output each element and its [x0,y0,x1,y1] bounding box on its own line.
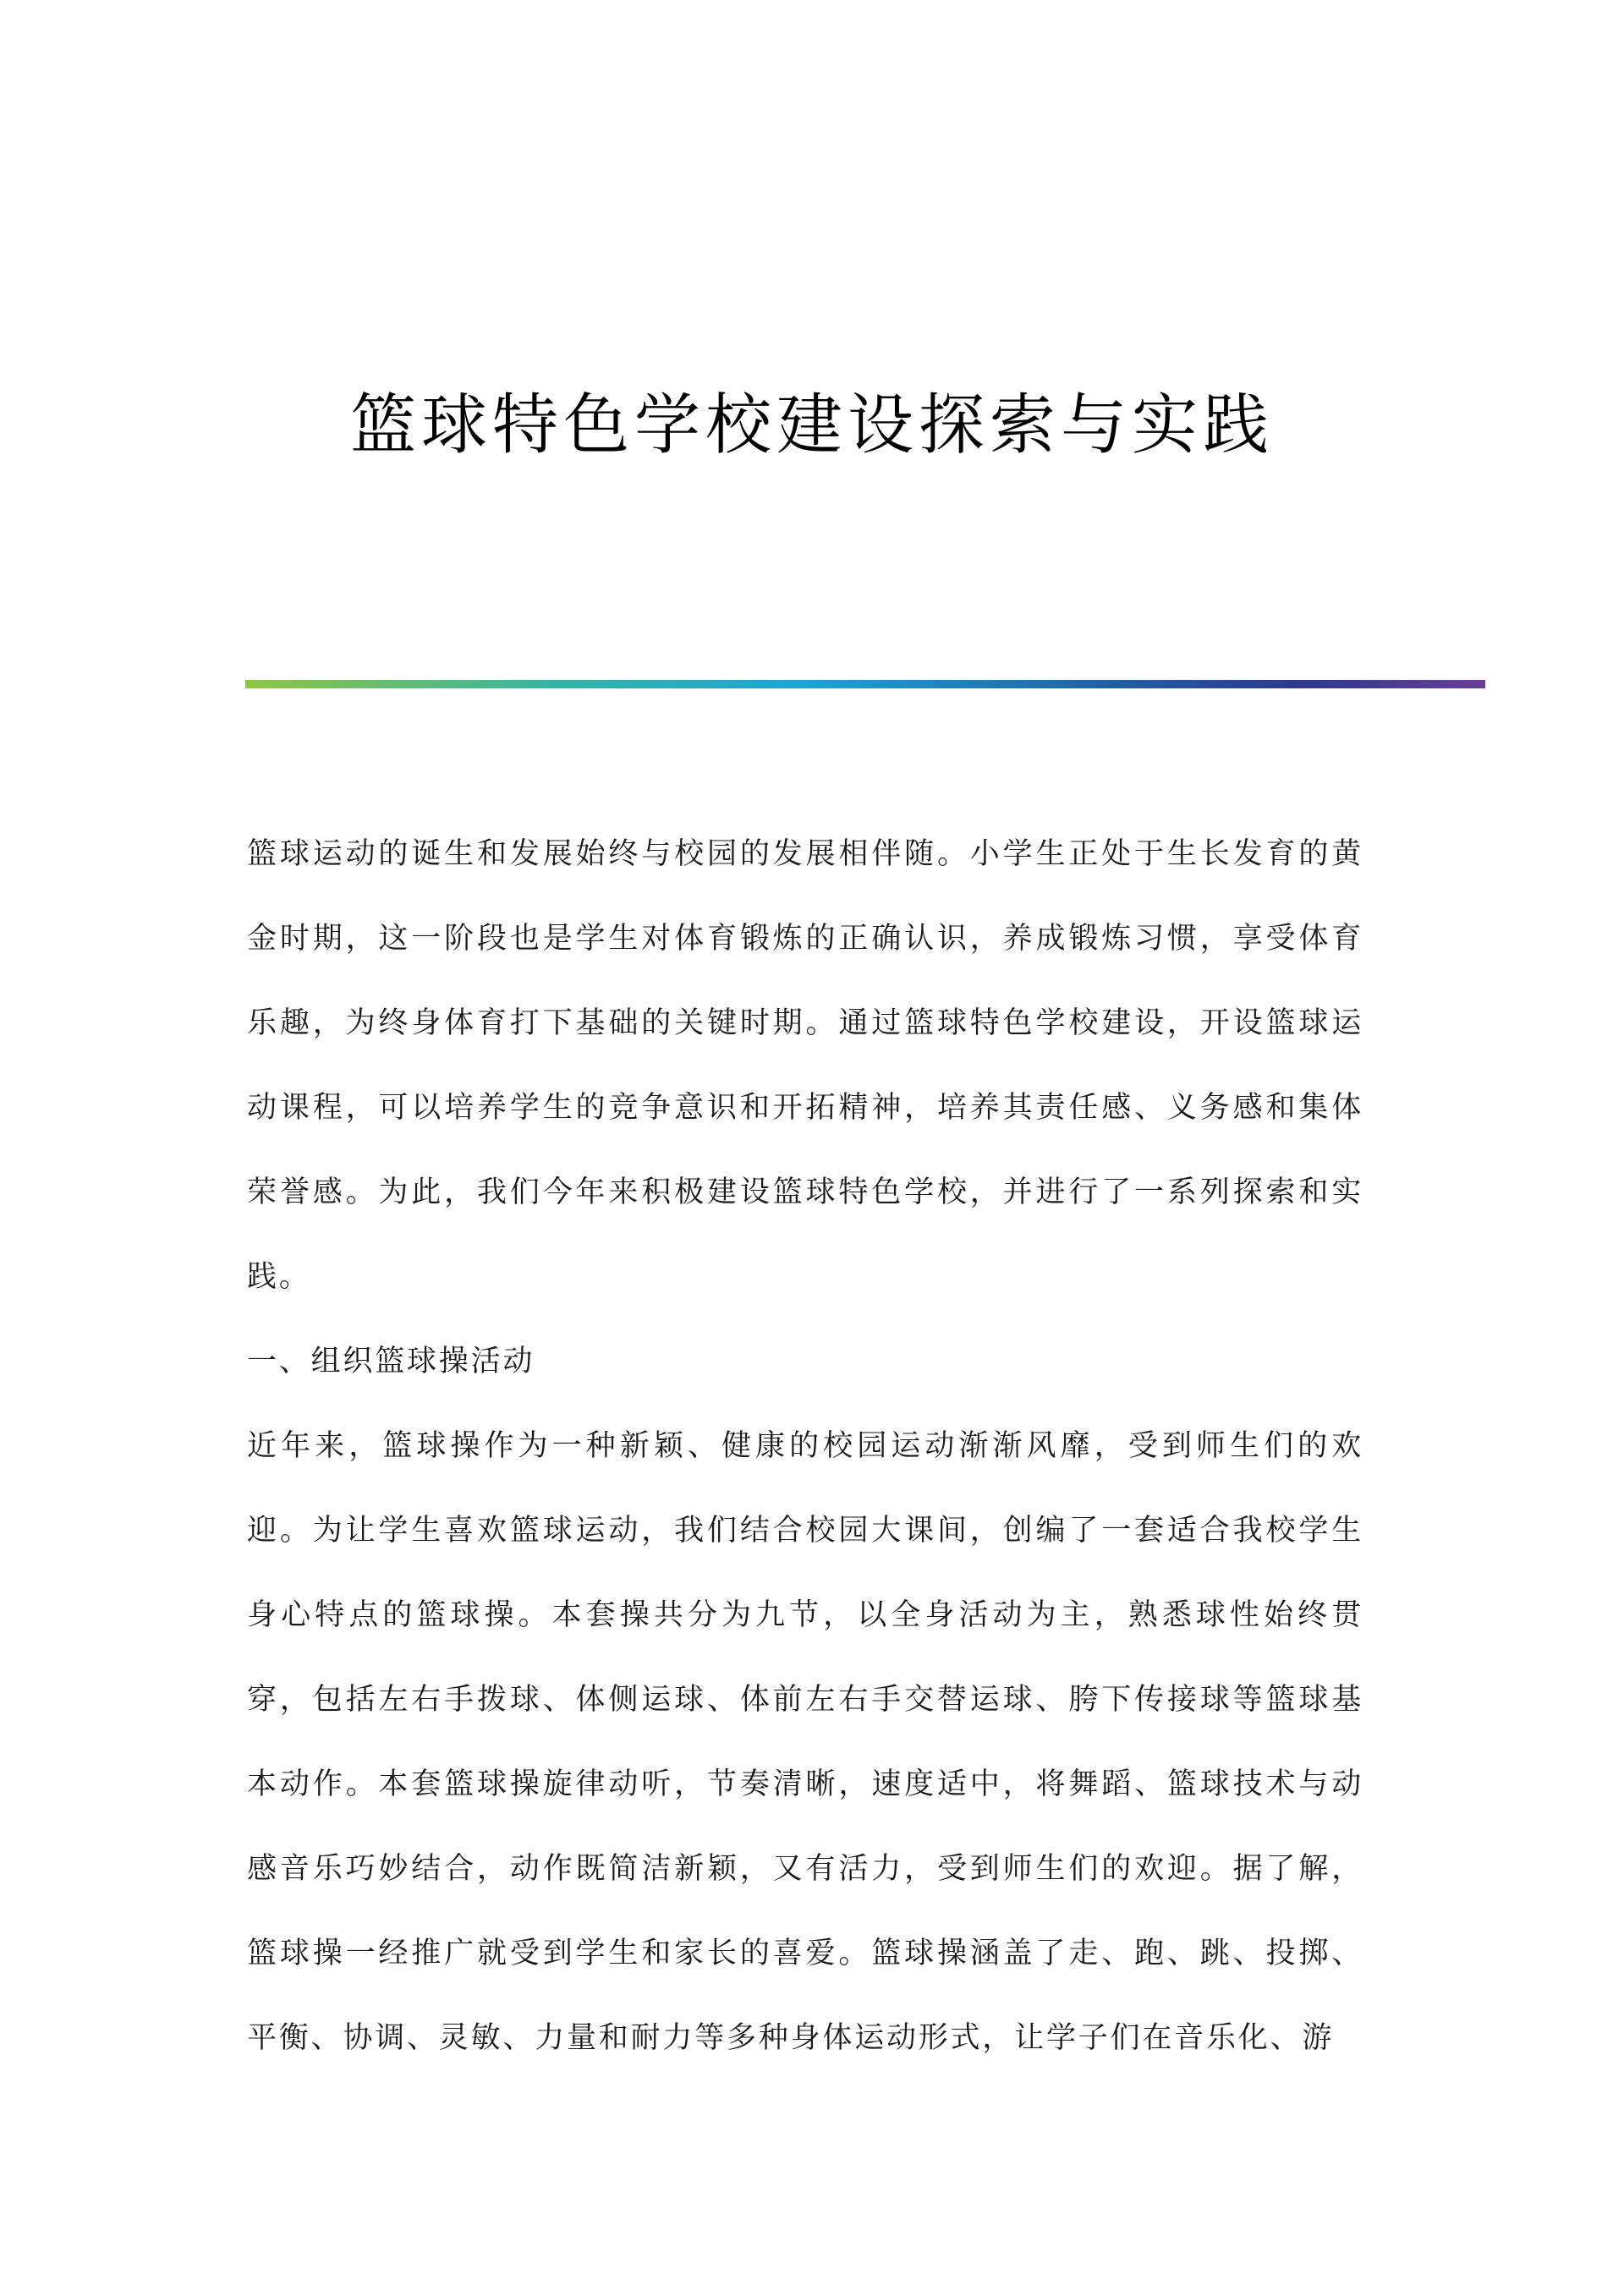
section-heading-1: 一、组织篮球操活动 [247,1345,535,1378]
intro-paragraph: 篮球运动的诞生和发展始终与校园的发展相伴随。小学生正处于生长发育的黄金时期，这一阶段也是学生对体育锻炼的正确认识，养成锻炼习惯，享受体育乐趣，为终身体育打下基础的关键时期。通过篮球特色学校建设，开设篮球运动课程，可以培养学生的竞争意识和开拓精神，培养其责任感、义务感和集体荣誉感。为此，我们今年来积极建设篮球特色学校，并进行了一系列探索和实践。 [247,837,1363,1294]
document-title: 篮球特色学校建设探索与实践 [349,387,1274,463]
section-1-paragraph: 近年来，篮球操作为一种新颖、健康的校园运动渐渐风靡，受到师生们的欢迎。为让学生喜欢篮球运动，我们结合校园大课间，创编了一套适合我校学生身心特点的篮球操。本套操共分为九节，以全身活动为主，熟悉球性始终贯穿，包括左右手拨球、体侧运球、体前左右手交替运球、胯下传接球等篮球基本动作。本套篮球操旋律动听，节奏清晰，速度适中，将舞蹈、篮球技术与动感音乐巧妙结合，动作既简洁新颖，又有活力，受到师生们的欢迎。据了解，篮球操一经推广就受到学生和家长的喜爱。篮球操涵盖了走、跑、跳、投掷、平衡、协调、灵敏、力量和耐力等多种身体运动形式，让学子们在音乐化、游 [247,1429,1363,2055]
document-body [247,812,1363,2080]
gradient-divider [245,680,1485,688]
